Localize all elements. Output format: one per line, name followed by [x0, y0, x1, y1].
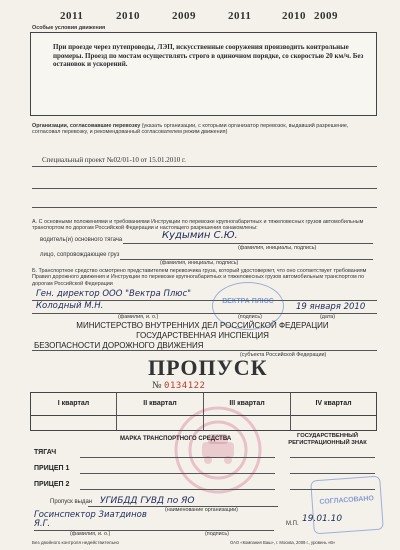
agreed-stamp-text: СОГЛАСОВАНО	[319, 495, 375, 506]
issued-handwriting: УГИБДД ГУВД по ЯО	[100, 496, 195, 506]
pass-date-handwriting: 19.01.10	[302, 514, 343, 524]
caption-name: (фамилия, и. о.)	[118, 314, 159, 320]
row-tractor-label: ТЯГАЧ	[34, 449, 57, 456]
carrier-handwriting-1: Ген. директор ООО "Вектра Плюс"	[36, 289, 192, 299]
quarter-1: I квартал	[31, 393, 117, 415]
ministry-line-2: ГОСУДАРСТВЕННАЯ ИНСПЕКЦИЯ	[136, 330, 269, 340]
company-stamp-text: ВЕКТРА ПЛЮС	[222, 298, 274, 305]
quarters-table	[30, 392, 377, 416]
year-1: 2011	[60, 10, 84, 22]
carrier-date-handwriting: 19 января 2010	[296, 302, 366, 312]
conditions-box	[30, 32, 377, 116]
footer-left-note: Без двойного контроля недействительно	[32, 540, 120, 545]
inspector-handwriting: Госинспектор Зиатдинов Я.Г.	[34, 510, 147, 529]
ministry-line-3: БЕЗОПАСНОСТИ ДОРОЖНОГО ДВИЖЕНИЯ	[34, 341, 204, 350]
pass-title: ПРОПУСК	[148, 355, 268, 380]
year-3: 2009	[172, 10, 196, 22]
issued-label: Пропуск выдан	[50, 499, 93, 505]
region-caption: (субъекта Российской Федерации)	[240, 352, 327, 358]
year-2: 2010	[116, 10, 140, 22]
driver-handwriting: Кудымин С.Ю.	[162, 230, 238, 241]
organizations-note: (указать организации, с которыми организатор перевозок, выдавший разрешение, согласовал перевозку, и рекомендованный согласователем режим движения)	[32, 123, 349, 136]
caption-date: (дата)	[320, 314, 336, 320]
pass-number-prefix: №	[152, 380, 162, 391]
mp-label: М.П.	[286, 521, 299, 527]
quarter-3: III квартал	[204, 393, 291, 415]
row-trailer2-label: ПРИЦЕП 2	[34, 481, 70, 488]
pass-number-value: 0134122	[164, 381, 206, 391]
special-project-text: Специальный проект №02/01-10 от 15.01.2010 г.	[42, 156, 186, 164]
section-a-text: А. С основными положениями и требованиями Инструкции по перевозке крупногабаритных и тяжеловесных грузов автомобильным транспортом по дорогам Российской Федерации и настоящего разрешения ознакомлены:	[32, 219, 364, 232]
issued-caption: (наименование организации)	[165, 507, 238, 513]
section-b-text: Б. Транспортное средство осмотрено представителем перевозчика груза, который удостоверяет, что оно соответствует требованиям Правил дорожного движения и Инструкции по перевозке крупногабаритных и тяжеловесных грузов автомобильным транспортом по дорогам Российской Федерации	[32, 268, 367, 287]
special-conditions-label: Особые условия движения	[32, 25, 106, 31]
organizations-label: Организации, согласовавшие перевозку	[32, 123, 141, 129]
conditions-text: При проезде через путепроводы, ЛЭП, искусственные сооружения производить контрольные промеры. Проезд по мостам осуществлять строго в одиночном порядке, со скоростью 20 км/ч. Без остановок и ускорений.	[53, 43, 364, 69]
reg-sign-header: ГОСУДАРСТВЕННЫЙ РЕГИСТРАЦИОННЫЙ ЗНАК	[288, 433, 367, 446]
caption-signature: (подпись)	[205, 531, 229, 537]
vehicle-brand-header: МАРКА ТРАНСПОРТНОГО СРЕДСТВА	[120, 436, 232, 442]
ministry-header	[30, 321, 375, 340]
row-trailer1-label: ПРИЦЕП 1	[34, 465, 70, 472]
driver-label: водитель(и) основного тягача	[40, 237, 123, 243]
year-5: 2010	[282, 10, 306, 22]
quarter-2: II квартал	[117, 393, 204, 415]
year-6: 2009	[314, 10, 338, 22]
ministry-line-1: МИНИСТЕРСТВО ВНУТРЕННИХ ДЕЛ РОССИЙСКОЙ ФЕДЕРАЦИИ	[76, 321, 329, 330]
pass-number	[152, 380, 205, 391]
agreed-stamp	[310, 476, 384, 535]
organizations-block	[32, 123, 377, 136]
caption-fio: (фамилия, и. о.)	[70, 531, 111, 537]
year-4: 2011	[228, 10, 252, 22]
carrier-handwriting-2: Колодный М.Н.	[36, 301, 104, 311]
escort-caption: (фамилия, инициалы, подпись)	[160, 260, 239, 266]
footer-right-note: ОАО «Компания Ваш», г. Москва, 2009 г., уровень «В»	[230, 540, 336, 545]
escort-label: лицо, сопровождающее груз	[40, 252, 120, 258]
quarter-4: IV квартал	[315, 400, 352, 407]
quarters-table-body	[30, 414, 377, 431]
caption-sign: (подпись)	[238, 314, 262, 320]
driver-caption: (фамилия, инициалы, подпись)	[238, 245, 317, 251]
